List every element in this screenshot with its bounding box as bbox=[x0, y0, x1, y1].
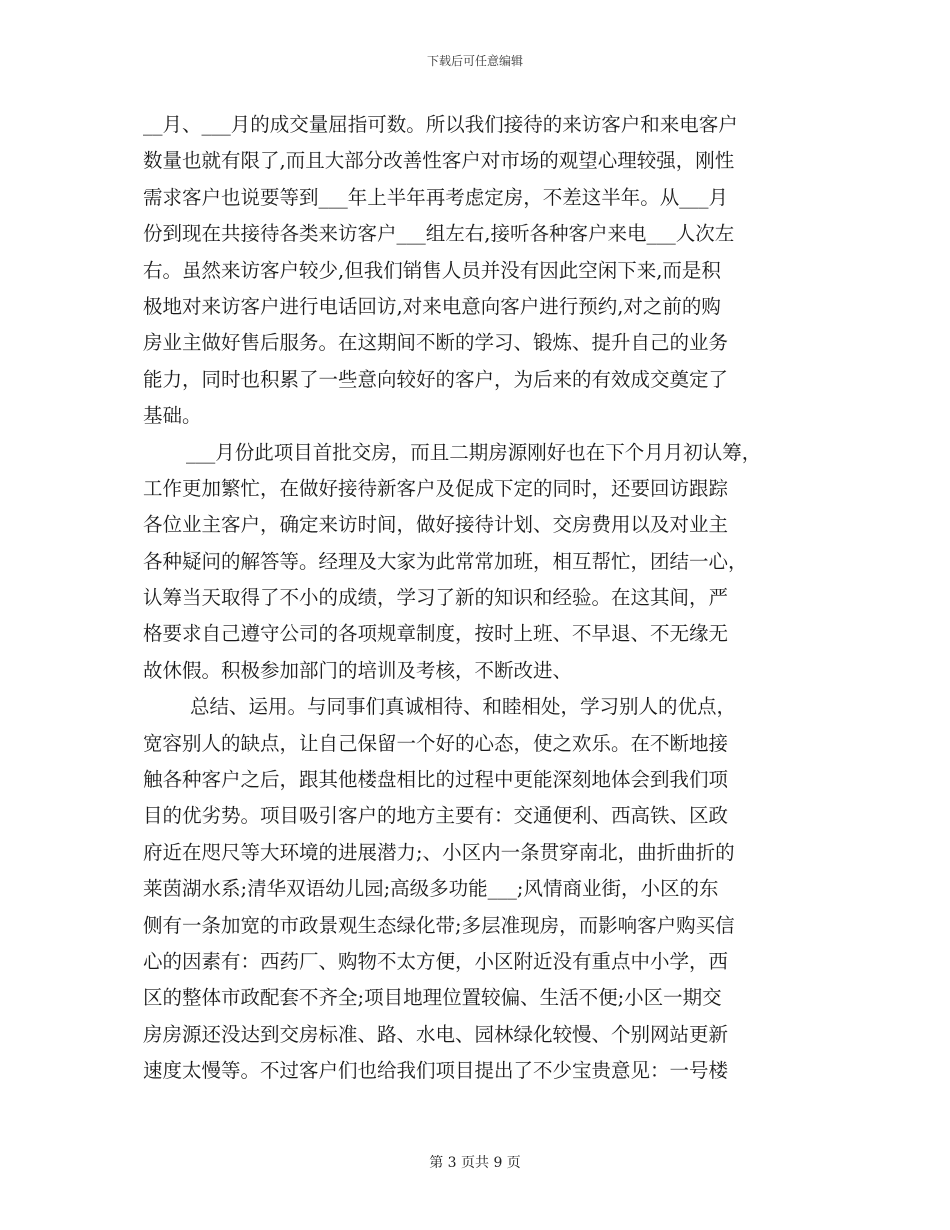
text-line: 故休假。积极参加部门的培训及考核，不断改进、 bbox=[143, 658, 573, 682]
text-line: 工作更加繁忙，在做好接待新客户及促成下定的同时，还要回访跟踪 bbox=[143, 476, 729, 500]
text-line: 右。虽然来访客户较少,但我们销售人员并没有因此空闲下来,而是积 bbox=[143, 258, 721, 282]
page-header: 下载后可任意编辑 bbox=[426, 54, 523, 68]
text-line: 极地对来访客户进行电话回访,对来电意向客户进行预约,对之前的购 bbox=[143, 294, 721, 318]
text-line: 份到现在共接待各类来访客户___组左右,接听各种客户来电___人次左 bbox=[143, 222, 735, 246]
text-line: 心的因素有：西药厂、购物不太方便，小区附近没有重点中小学，西 bbox=[143, 949, 729, 973]
text-line: 需求客户也说要等到___年上半年再考虑定房，不差这半年。从___月 bbox=[143, 185, 729, 209]
text-line: 宽容别人的缺点，让自己保留一个好的心态，使之欢乐。在不断地接 bbox=[143, 731, 729, 755]
text-line: 莱茵湖水系;清华双语幼儿园;高级多功能___;风情商业街，小区的东 bbox=[143, 877, 719, 901]
text-line: 府近在咫尺等大环境的进展潜力;、小区内一条贯穿南北，曲折曲折的 bbox=[143, 840, 735, 864]
text-line: 认筹当天取得了不小的成绩，学习了新的知识和经验。在这其间，严 bbox=[143, 586, 729, 610]
text-line: 速度太慢等。不过客户们也给我们项目提出了不少宝贵意见：一号楼 bbox=[143, 1059, 729, 1083]
text-line: 各位业主客户，确定来访时间，做好接待计划、交房费用以及对业主 bbox=[143, 513, 729, 537]
text-line: 基础。 bbox=[143, 404, 202, 428]
text-line: 区的整体市政配套不齐全;项目地理位置较偏、生活不便;小区一期交 bbox=[143, 986, 722, 1010]
text-line: 各种疑问的解答等。经理及大家为此常常加班，相互帮忙，团结一心， bbox=[143, 549, 748, 573]
document-body bbox=[143, 107, 823, 1090]
text-line: __月、___月的成交量屈指可数。所以我们接待的来访客户和来电客户 bbox=[143, 113, 738, 136]
text-line: 房业主做好售后服务。在这期间不断的学习、锻炼、提升自己的业务 bbox=[143, 331, 729, 355]
paragraph-start-line: ___月份此项目首批交房，而且二期房源刚好也在下个月月初认筹， bbox=[186, 440, 762, 464]
text-line: 触各种客户之后，跟其他楼盘相比的过程中更能深刻地体会到我们项 bbox=[143, 768, 729, 792]
text-line: 格要求自己遵守公司的各项规章制度，按时上班、不早退、不无缘无 bbox=[143, 622, 729, 646]
page-number: 第 3 页共 9 页 bbox=[429, 1155, 521, 1171]
text-line: 房房源还没达到交房标准、路、水电、园林绿化较慢、个别网站更新 bbox=[143, 1022, 729, 1046]
paragraph-start-line: 总结、运用。与同事们真诚相待、和睦相处，学习别人的优点， bbox=[190, 695, 737, 719]
text-line: 能力，同时也积累了一些意向较好的客户，为后来的有效成交奠定了 bbox=[143, 367, 729, 391]
text-line: 数量也就有限了,而且大部分改善性客户对市场的观望心理较强，刚性 bbox=[143, 149, 735, 173]
text-line: 目的优劣势。项目吸引客户的地方主要有：交通便利、西高铁、区政 bbox=[143, 804, 729, 828]
text-line: 侧有一条加宽的市政景观生态绿化带;多层准现房，而影响客户购买信 bbox=[143, 913, 735, 937]
